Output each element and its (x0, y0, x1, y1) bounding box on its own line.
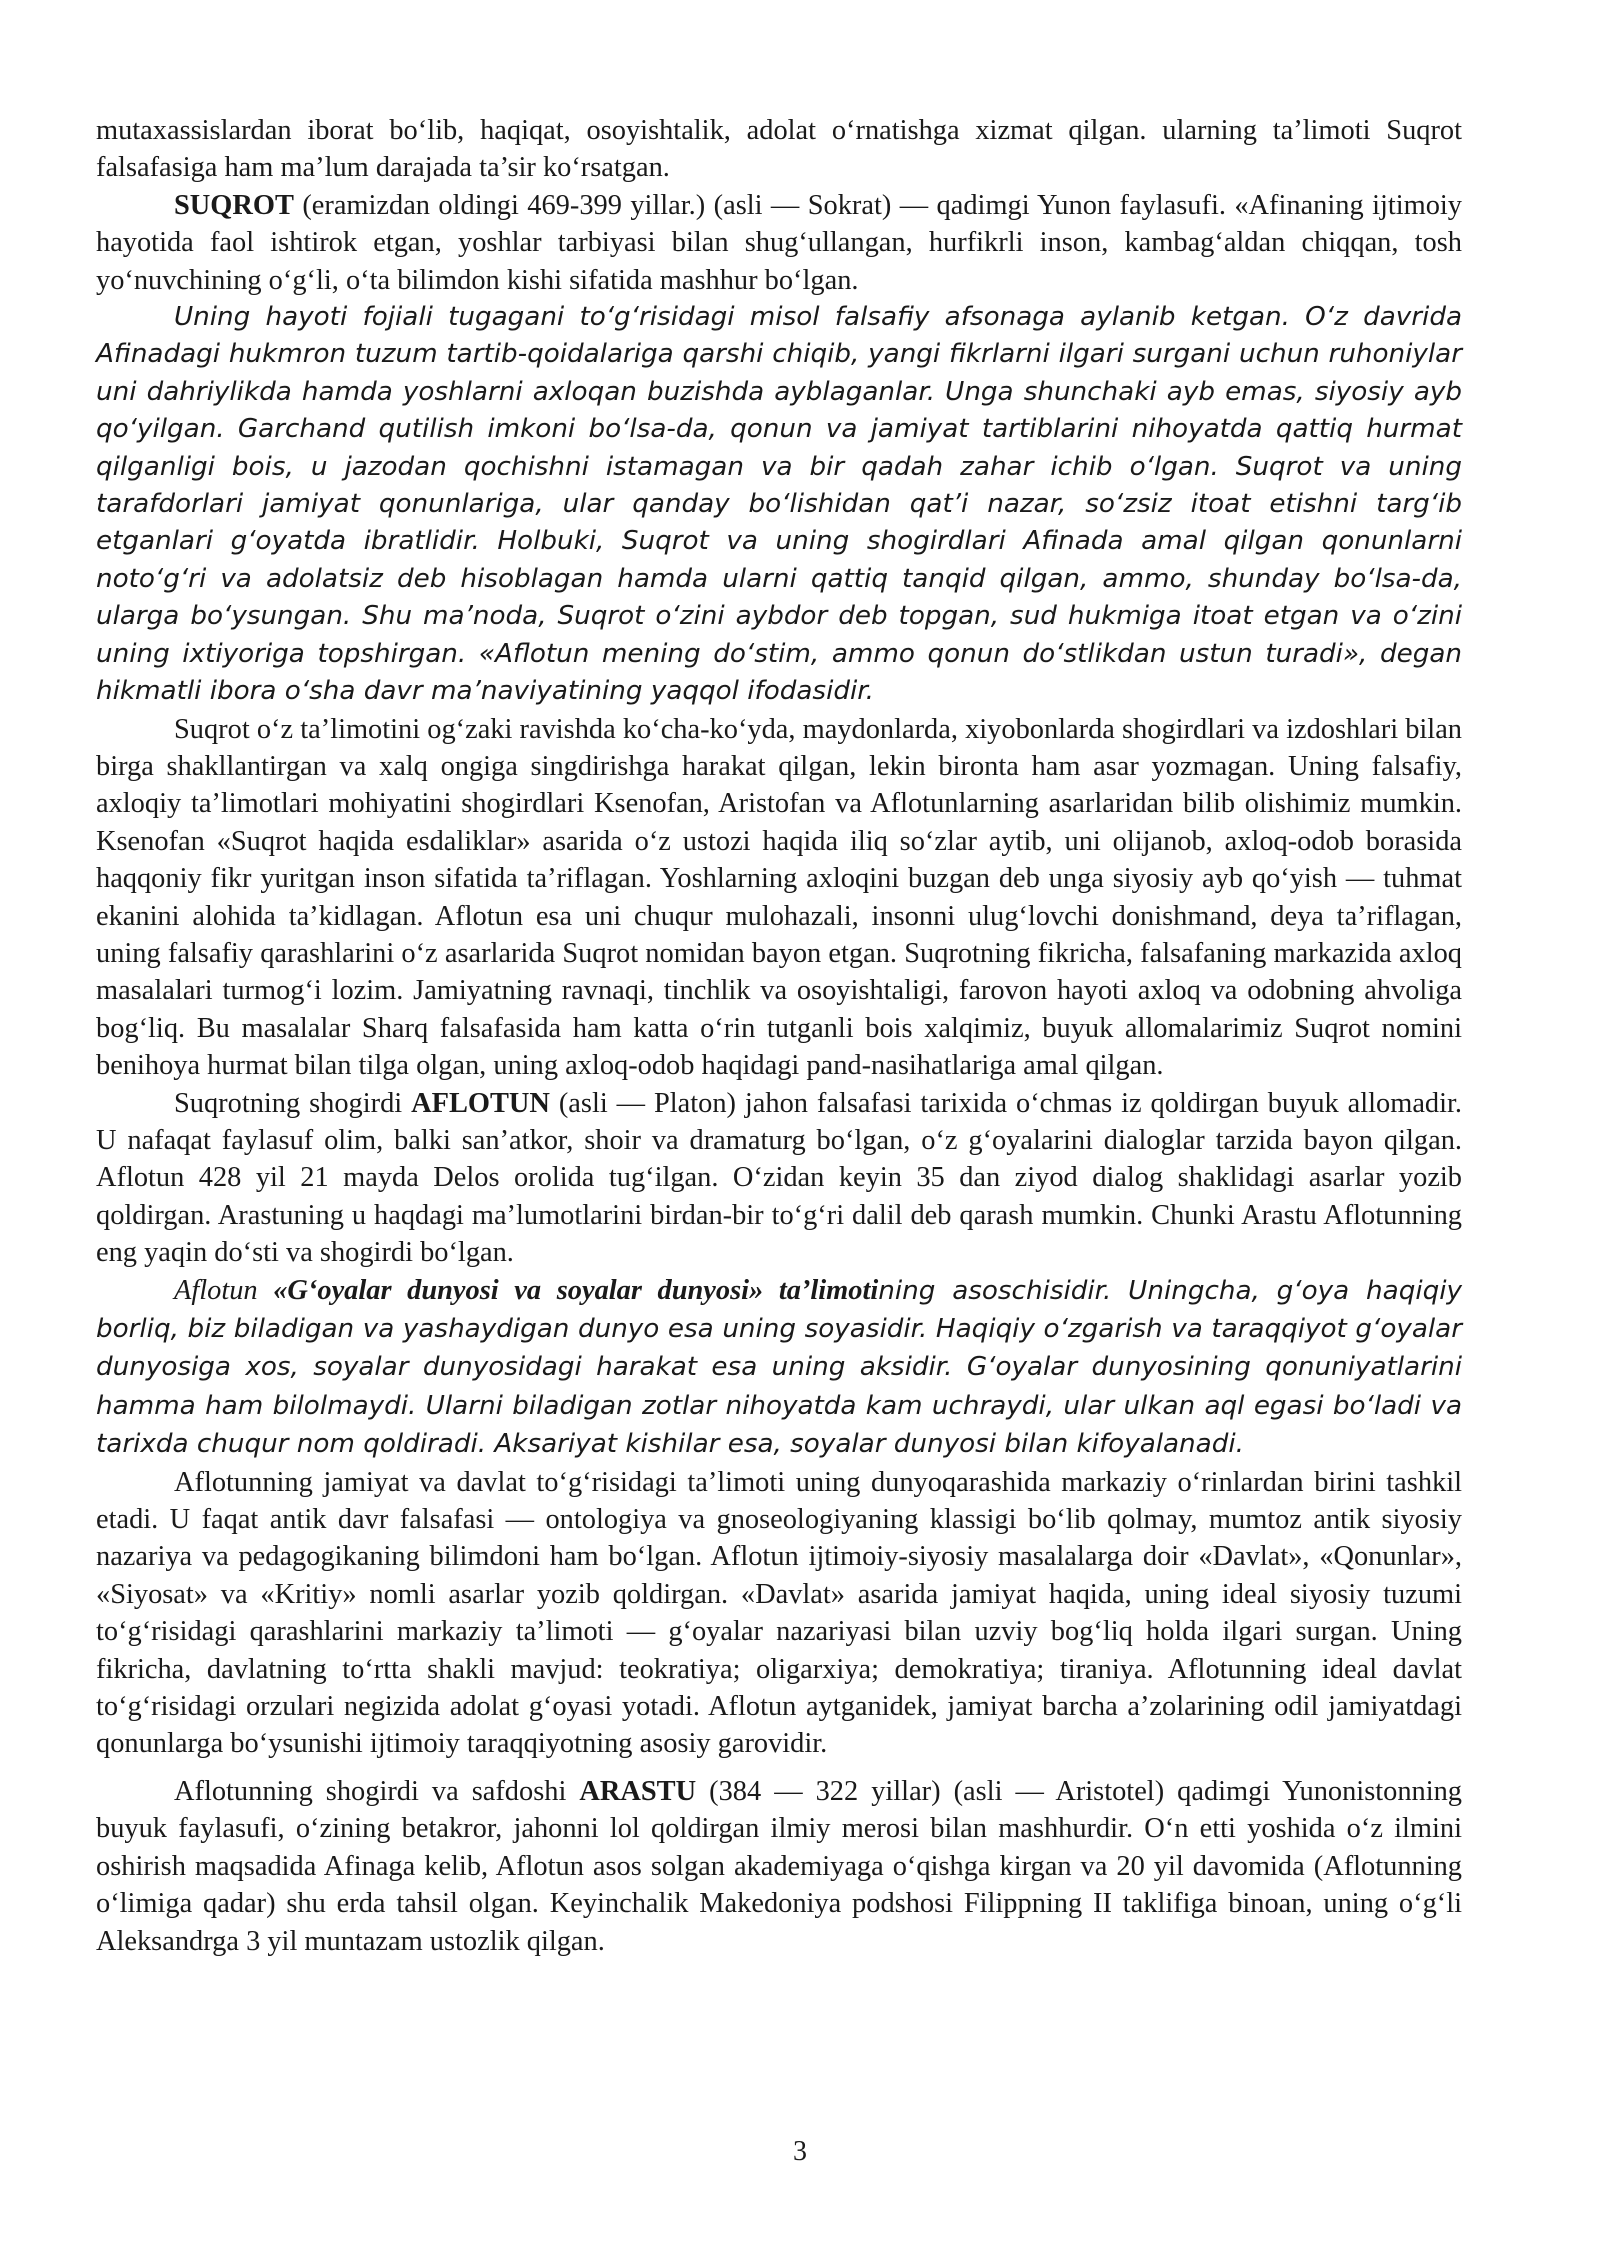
paragraph-ideas-world: Aflotun «G‘oyalar dunyosi va soyalar dunyosi» ta’limotining asoschisidir. Uningcha, g‘oya haqiqiy borliq, biz biladigan va yashaydigan dunyo esa uning soyasidir. Haqiqiy o‘zgarish va taraqqiyot g‘oyalar dunyosiga xos, soyalar dunyosidagi harakat esa uning aksidir. G‘oyalar dunyosining qonuniyatlarini hamma ham bilolmaydi. Ularni biladigan zotlar nihoyatda kam uchraydi, ular ulkan aql egasi bo‘ladi va tarixda chuqur nom qoldiradi. Aksariyat kishilar esa, soyalar dunyosi bilan kifoyalanadi. (96, 1274, 1462, 1460)
paragraph-arastu: Aflotunning shogirdi va safdoshi ARASTU (384 — 322 yillar) (asli — Aristotel) qadimgi Yunonistonning buyuk faylasufi, o‘zining betakror, jahonni lol qoldirgan ilmiy merosi bilan mashhurdir. O‘n etti yoshida o‘z ilmini oshirish maqsadida Afinaga kelib, Aflotun asos solgan akademiyaga o‘qishga kirgan va 20 yil davomida (Aflotunning o‘limiga qadar) shu erda tahsil olgan. Keyinchalik Makedoniya podshosi Filippning II taklifiga binoan, uning o‘g‘li Aleksandrga 3 yil muntazam ustozlik qilgan. (96, 1775, 1462, 1957)
paragraph-suqrot-fate: Uning hayoti fojiali tugagani to‘g‘risidagi misol falsafiy afsonaga aylanib ketgan. O‘z davrida Afinadagi hukmron tuzum tartib-qoidalariga qarshi chiqib, yangi fikrlarni ilgari surgani uchun ruhoniylar uni dahriylikda hamda yoshlarni axloqan buzishda ayblaganlar. Unga shunchaki ayb emas, siyosiy ayb qo‘yilgan. Garchand qutilish imkoni bo‘lsa-da, qonun va jamiyat tartiblarini nihoyatda qattiq hurmat qilganligi bois, u jazodan qochishni istamagan va bir qadah zahar ichib o‘lgan. Suqrot va uning tarafdorlari jamiyat qonunlariga, ular qanday bo‘lishidan qat’i nazar, so‘zsiz itoat etishni targ‘ib etganlari g‘oyatda ibratlidir. Holbuki, Suqrot va uning shogirdlari Afinada amal qilgan qonunlarni noto‘g‘ri va adolatsiz deb hisoblagan hamda ularni qattiq tanqid qilgan, ammo, shunday bo‘lsa-da, ularga bo‘ysungan. Shu ma’noda, Suqrot o‘zini aybdor deb topgan, sud hukmiga itoat etgan va o‘zini uning ixtiyoriga topshirgan. «Aflotun mening do‘stim, ammo qonun do‘stlikdan ustun turadi», degan hikmatli ibora o‘sha davr ma’naviyatining yaqqol ifodasidir. (96, 302, 1462, 707)
heading-suqrot: SUQROT (174, 189, 294, 221)
page-number: 3 (793, 2136, 807, 2167)
paragraph-state-teaching: Aflotunning jamiyat va davlat to‘g‘risidagi ta’limoti uning dunyoqarashida markaziy o‘rinlardan birini tashkil etadi. U faqat antik davr falsafasi — ontologiya va gnoseologiyaning klassigi bo‘lib qolmay, mumtoz antik siyosiy nazariya va pedagogikaning bilimdoni ham bo‘lgan. Aflotun ijtimoiy-siyosiy masalalarga doir «Davlat», «Qonunlar», «Siyosat» va «Kritiy» nomli asarlar yozib qoldirgan. «Davlat» asarida jamiyat haqida, uning ideal siyosiy tuzumi to‘g‘risidagi qarashlarini markaziy ta’limoti — g‘oyalar nazariyasi bilan uzviy bog‘liq holda ilgari surgan. Uning fikricha, davlatning to‘rtta shakli mavjud: teokratiya; oligarxiya; demokratiya; tiraniya. Aflotunning ideal davlat to‘g‘risidagi orzulari negizida adolat g‘oyasi yotadi. Aflotun aytganidek, jamiyat barcha a’zolarining odil jamiyatdagi qonunlarga bo‘ysunishi ijtimoiy taraqqiyotning asosiy garovidir. (96, 1466, 1462, 1760)
heading-aflotun: AFLOTUN (411, 1087, 550, 1119)
paragraph-1: mutaxassislardan iborat bo‘lib, haqiqat, osoyishtalik, adolat o‘rnatishga xizmat qilgan. ularning ta’limoti Suqrot falsafasiga ham ma’lum darajada ta’sir ko‘rsatgan. (96, 115, 1462, 184)
paragraph-suqrot: SUQROT (eramizdan oldingi 469-399 yillar.) (asli — Sokrat) — qadimgi Yunon faylasufi. «Afinaning ijtimoiy hayotida faol ishtirok etgan, yoshlar tarbiyasi bilan shug‘ullangan, hurfikrli inson, kambag‘aldan chiqqan, tosh yo‘nuvchining o‘g‘li, o‘ta bilimdon kishi sifatida mashhur bo‘lgan. (96, 189, 1462, 296)
heading-ideas-world: «G‘oyalar dunyosi va soyalar dunyosi» ta’limoti (273, 1274, 879, 1306)
paragraph-aflotun: Suqrotning shogirdi AFLOTUN (asli — Platon) jahon falsafasi tarixida o‘chmas iz qoldirgan buyuk allomadir. U nafaqat faylasuf olim, balki san’atkor, shoir va dramaturg bo‘lgan, o‘z g‘oyalarini dialoglar tarzida bayon qilgan. Aflotun 428 yil 21 mayda Delos orolida tug‘ilgan. O‘zidan keyin 35 dan ziyod dialog shaklidagi asarlar yozib qoldirgan. Arastuning u haqdagi ma’lumotlarini birdan-bir to‘g‘ri dalil deb qarash mumkin. Chunki Arastu Aflotunning eng yaqin do‘sti va shogirdi bo‘lgan. (96, 1087, 1462, 1269)
paragraph-suqrot-teaching: Suqrot o‘z ta’limotini og‘zaki ravishda ko‘cha-ko‘yda, maydonlarda, xiyobonlarda shogirdlari va izdoshlari bilan birga shakllantirgan va xalq ongiga singdirishga harakat qilgan, lekin bironta ham asar yozmagan. Uning falsafiy, axloqiy ta’limotlari mohiyatini shogirdlari Ksenofan, Aristofan va Aflotunlarning asarlaridan bilib olishimiz mumkin. Ksenofan «Suqrot haqida esdaliklar» asarida o‘z ustozi haqida iliq so‘zlar aytib, uni olijanob, axloq-odob borasida haqqoniy fikr yuritgan inson sifatida ta’riflagan. Yoshlarning axloqini buzgan deb unga siyosiy ayb qo‘yish — tuhmat ekanini alohida ta’kidlagan. Aflotun esa uni chuqur mulohazali, insonni ulug‘lovchi donishmand, deya ta’riflagan, uning falsafiy qarashlarini o‘z asarlarida Suqrot nomidan bayon etgan. Suqrotning fikricha, falsafaning markazida axloq masalalari turmog‘i lozim. Jamiyatning ravnaqi, tinchlik va osoyishtaligi, farovon hayoti axloq va odobning ahvoliga bog‘liq. Bu masalalar Sharq falsafasida ham katta o‘rin tutganli bois xalqimiz, buyuk allomalarimiz Suqrot nomini benihoya hurmat bilan tilga olgan, uning axloq-odob haqidagi pand-nasihatlariga amal qilgan. (96, 713, 1462, 1082)
heading-arastu: ARASTU (579, 1775, 697, 1807)
